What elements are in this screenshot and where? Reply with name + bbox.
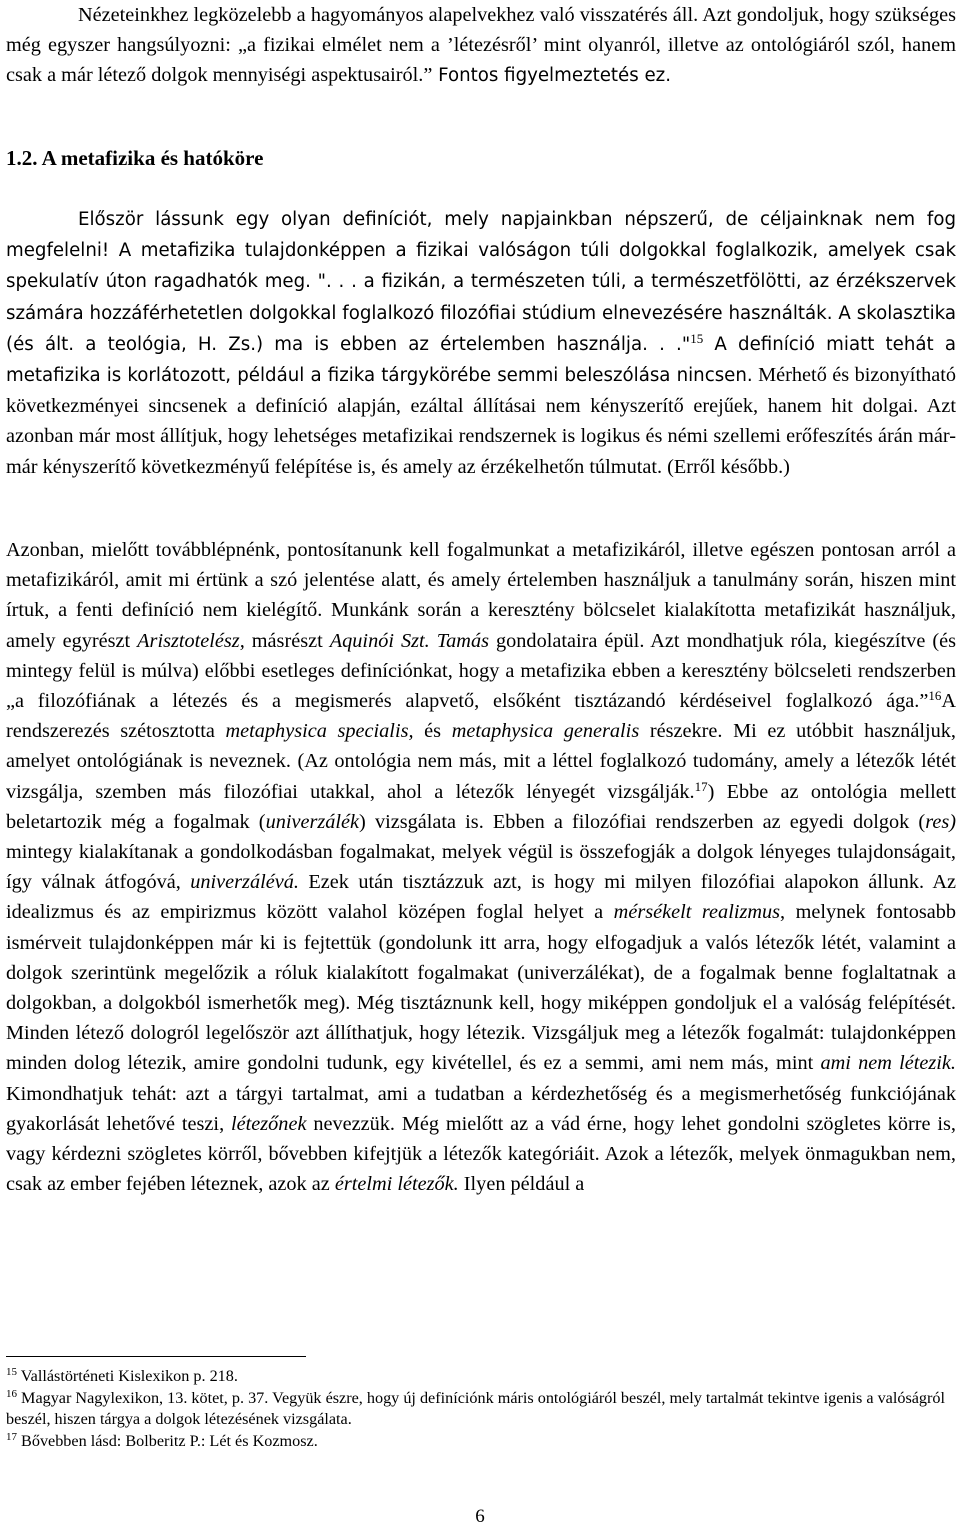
main-text: ) vizsgálata is. Ebben a filozófiai rendszerben az egyedi dolgok ( xyxy=(359,810,926,833)
footnote-number: 17 xyxy=(6,1430,17,1443)
emph-metaphysica-specialis: metaphysica specialis, xyxy=(225,720,414,743)
main-text: másrészt xyxy=(244,629,330,652)
footnote-ref-17: 17 xyxy=(694,778,708,794)
footnote-number: 16 xyxy=(6,1387,17,1400)
main-text: Kimondhatjuk tehát: azt a tárgyi tartalmat, ami a tudatban a kérdezhetőség és a megismerhetőség funkciójának gyakorlását lehetővé teszi, xyxy=(6,1082,956,1135)
footnote-number: 15 xyxy=(6,1366,17,1378)
footnote-16 xyxy=(6,1388,956,1431)
footnote-text: Vallástörténeti Kislexikon p. 218. xyxy=(20,1367,238,1385)
main-text: Ilyen például a xyxy=(458,1173,585,1196)
main-text: részekre. Mi ez utóbbit használjuk, amelyet ontológiának is neveznek. (Az ontológia nem más, mit a léttel foglalkozó tudomány, amely a létezők létét vizsgálja, szemben más filozófiai utakkal, ahol a létezők lényegét vizsgálják. xyxy=(6,720,956,803)
definition-text-2: A definíció miatt tehát a metafizika is korlátozott, például a fizika tárgykörébe semmi beleszólása nincsen. xyxy=(6,333,957,387)
footnotes xyxy=(6,1366,956,1452)
main-text: gondolataira épül. Azt mondhatjuk róla, kiegészítve (és mintegy felül is múlva) előbbi esetleges definíciónkat, hogy a metafizika ebben a keresztény bölcseleti rendszerben „a filozófiának a létezés és a megismerés alapvető, elsőként tisztázandó kérdéseivel foglalkozó ága.” xyxy=(6,629,956,713)
definition-text-3: Mérhető és bizonyítható következményei sincsenek a definíció alapján, ezáltal állításai nem kényszerítő erejűek, hanem hit dolgai. Azt azonban már most állítjuk, hogy lehetséges metafizikai rendszernek is logikus és némi szellemi erőfeszítés árán már-már kényszerítő következményű felépítése is, és amely az érzékelhetőn túlmutat. (Erről később.) xyxy=(6,364,956,478)
intro-paragraph xyxy=(6,0,956,92)
footnote-ref-16: 16 xyxy=(928,688,942,704)
emph-metaphysica-generalis: metaphysica generalis xyxy=(451,720,640,743)
footnote-17 xyxy=(6,1431,956,1453)
main-text: Ezek után tisztázzuk azt, is hogy mi milyen filozófiai alapokon állunk. Az idealizmus és az empirizmus között valahol középen foglal helyet a xyxy=(6,871,956,924)
footnote-text: Magyar Nagylexikon, 13. kötet, p. 37. Vegyük észre, hogy új definíciónk máris ontológiáról beszél, mely tartalmát tekintve igenis a valóságról beszél, hiszen tárgya a dolgok létezésének vizsgálata. xyxy=(6,1388,946,1429)
main-text: , melynek fontosabb ismérveit tulajdonképpen már ki is fejtettük (gondolunk itt arra, hogy elfogadjuk a valós létezők létét, valamint a dolgok szerintünk megelőzik a róluk kialakított fogalmakat (univerzálékat), de a fogalmak benne foglaltatnak a dolgokban, a dolgokból ismerhetők meg). Még tisztáznunk kell, hogy miképpen gondoljuk el a valóság felépítését. Minden létező dologról legelőször azt állíthatjuk, hogy létezik. Vizsgáljuk meg a létezők fogalmát: tulajdonképpen minden dolog létezik, amire gondolni tudunk, egy kivétellel, és ez a semmi, ami nem más, mint xyxy=(6,901,957,1075)
emph-aquinas: Aquinói Szt. Tamás xyxy=(329,629,489,652)
main-text: ) Ebbe az ontológia mellett beletartozik még a fogalmak ( xyxy=(6,780,956,833)
main-text: nevezzük. Még mielőtt az a vád érne, hogy lehet gondolni szögletes körre is, vagy kérdezni szögletes körről, bővebben kifejtjük a létezők kategóriáit. Azok a létezők, melyek önmagukban nem, csak az ember fejében léteznek, azok az xyxy=(6,1112,956,1196)
definition-text: Először lássunk egy olyan definíciót, mely napjainkban népszerű, de céljainknak nem fog megfelelni! A metafizika tulajdonképpen a fizikai valóságon túli dolgokkal foglalkozik, amelyek csak spekulatív úton ragadhatók meg. ". . . a fizikán, a természeten túli, a természetfölötti, az érzékszervek számára hozzáférhetetlen dolgokkal foglalkozó filozófiai stúdium elnevezésére használták. A skolasztika (és ált. a teológia, H. Zs.) ma is ebben az értelemben használja. . ." xyxy=(6,209,956,355)
intro-text: Nézeteinkhez legközelebb a hagyományos alapelvekhez való visszatérés áll. Azt gondoljuk, hogy szükséges még egyszer hangsúlyozni: „a fizikai elmélet nem a ’létezésről’ mint olyanról, illetve az ontológiáról szól, hanem csak a már létező dolgok mennyiségi aspektusairól.” xyxy=(6,4,956,87)
main-text: Azonban, mielőtt továbblépnénk, pontosítanunk kell fogalmunkat a metafizikáról, illetve egészen pontosan arról a metafizikáról, amit mi értünk a szó jelentése alatt, és amely értelemben használjuk a tanulmány során, hiszen mint írtuk, a fenti definíció nem kielégítő. Munkánk során a keresztény bölcselet kialakította metafizikát használjuk, amely egyrészt xyxy=(6,539,956,652)
emph-univerzaleva: univerzálévá. xyxy=(190,871,299,894)
emph-letezonek: létezőnek xyxy=(231,1112,307,1135)
footnote-15 xyxy=(6,1366,956,1388)
page-number: 6 xyxy=(475,1506,485,1527)
footnote-text: Bővebben lásd: Bolberitz P.: Lét és Kozmosz. xyxy=(21,1431,318,1450)
intro-text-sans: Fontos figyelmeztetés ez. xyxy=(432,65,671,87)
emph-merseklet-realizmus: mérsékelt realizmus xyxy=(613,901,781,924)
main-text: és xyxy=(413,720,452,743)
emph-univerzalek: univerzálék xyxy=(265,810,360,833)
footnote-divider xyxy=(6,1356,306,1357)
main-text: mintegy kialakítanak a gondolkodásban fogalmakat, melyek végül is összefogják a dolgok lényeges tulajdonságait, így válnak átfogóvá, xyxy=(6,841,956,894)
definition-paragraph xyxy=(6,204,956,482)
main-paragraph xyxy=(6,535,956,1199)
footnote-ref-15: 15 xyxy=(690,330,704,346)
emph-res: res) xyxy=(925,810,956,833)
emph-aristotle: Arisztotelész, xyxy=(137,629,245,652)
emph-ertelmi-letezok: értelmi létezők. xyxy=(334,1173,459,1196)
emph-ami-nem-letezik: ami nem létezik. xyxy=(820,1052,956,1075)
section-heading: 1.2. A metafizika és hatóköre xyxy=(6,146,264,170)
main-text: A rendszerezés szétosztotta xyxy=(6,690,956,743)
